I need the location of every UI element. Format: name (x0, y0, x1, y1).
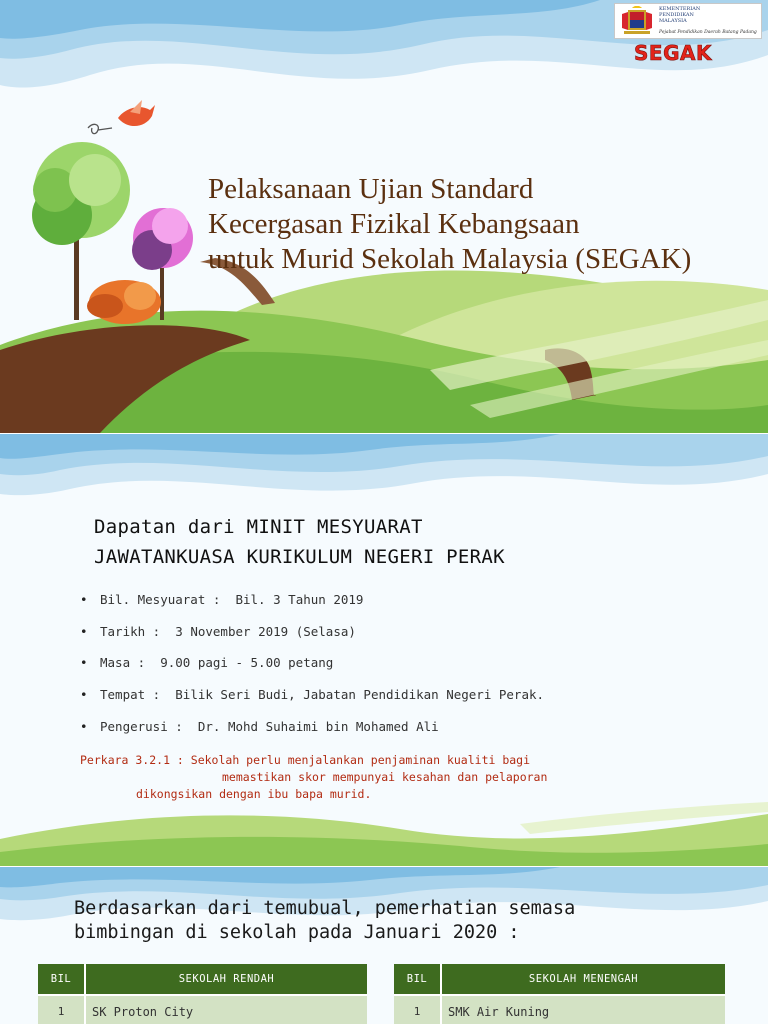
school-name: SMK Air Kuning (441, 995, 725, 1024)
list-item: • Masa : 9.00 pagi - 5.00 petang (80, 655, 334, 670)
slide-heading: Berdasarkan dari temubual, pemerhatian semasa bimbingan di sekolah pada Januari 2020 : (74, 898, 576, 943)
list-item: • Tarikh : 3 November 2019 (Selasa) (80, 624, 356, 639)
row-number: 1 (38, 995, 85, 1024)
schools-slide (0, 867, 768, 1024)
ministry-logo (614, 3, 762, 39)
column-header-bil: BIL (394, 964, 441, 995)
primary-schools-table (38, 964, 367, 1024)
malaysia-crest-icon (618, 6, 656, 36)
row-number: 1 (394, 995, 441, 1024)
list-item: • Tempat : Bilik Seri Budi, Jabatan Pendidikan Negeri Perak. (80, 687, 545, 702)
perkara-note: Perkara 3.2.1 : Sekolah perlu menjalankan penjaminan kualiti bagi memastikan skor mempunyai kesahan dan pelaporan dikongsikan dengan ibu bapa murid. (80, 753, 548, 801)
title-line: Kecergasan Fizikal Kebangsaan (208, 208, 580, 240)
bullet-icon: • (80, 719, 88, 734)
district-office-name: Pejabat Pendidikan Daerah Batang Padang (659, 30, 757, 35)
secondary-schools-table (394, 964, 725, 1024)
table-row (38, 995, 367, 1024)
bullet-icon: • (80, 655, 88, 670)
title-line: Pelaksanaan Ujian Standard (208, 173, 534, 205)
bullet-icon: • (80, 624, 88, 639)
list-item: • Bil. Mesyuarat : Bil. 3 Tahun 2019 (80, 592, 364, 607)
column-header-school: SEKOLAH MENENGAH (441, 964, 725, 995)
ministry-name: KEMENTERIAN PENDIDIKAN MALAYSIA (659, 6, 701, 24)
column-header-bil: BIL (38, 964, 85, 995)
table-header-row (394, 964, 725, 995)
column-header-school: SEKOLAH RENDAH (85, 964, 367, 995)
table-header-row (38, 964, 367, 995)
title-line: untuk Murid Sekolah Malaysia (SEGAK) (208, 243, 692, 275)
minutes-slide (0, 434, 768, 866)
table-row (394, 995, 725, 1024)
school-name: SK Proton City (85, 995, 367, 1024)
segak-logo: SEGAK (634, 41, 712, 65)
slide-heading: Dapatan dari MINIT MESYUARAT JAWATANKUASA KURIKULUM NEGERI PERAK (94, 516, 505, 568)
bullet-icon: • (80, 592, 88, 607)
bullet-icon: • (80, 687, 88, 702)
slide-title (208, 172, 764, 277)
title-slide (0, 0, 768, 433)
list-item: • Pengerusi : Dr. Mohd Suhaimi bin Mohamed Ali (80, 719, 439, 734)
